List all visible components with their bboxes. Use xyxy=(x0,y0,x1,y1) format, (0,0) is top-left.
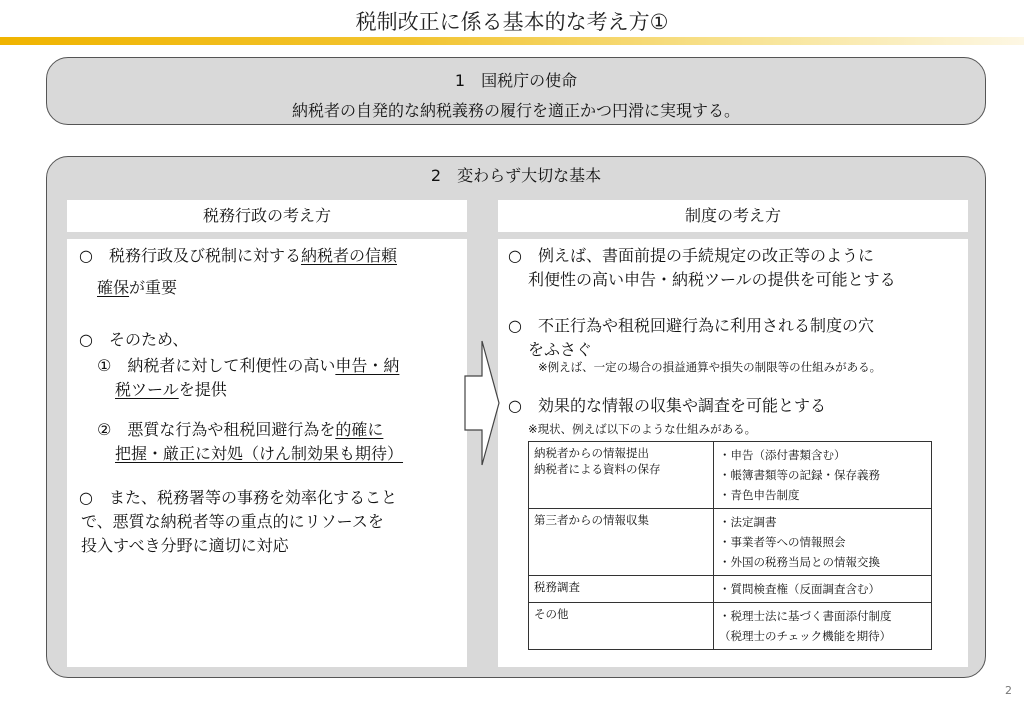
right-bullet-2-line-1: ○ 不正行為や租税回避行為に利用される制度の穴 xyxy=(508,316,874,335)
right-bullet-3-line-1: ○ 効果的な情報の収集や調査を可能とする xyxy=(508,396,826,415)
mission-box xyxy=(46,57,986,125)
table-key-line: 納税者による資料の保存 xyxy=(534,462,661,476)
table-value-cell xyxy=(714,509,932,576)
table-key-line: 納税者からの情報提出 xyxy=(534,446,649,460)
table-key-cell xyxy=(529,509,714,576)
table-key-cell xyxy=(529,603,714,650)
right-bullet-3-note: ※現状、例えば以下のような仕組みがある。 xyxy=(528,422,757,436)
underlined-text: 確保 xyxy=(97,278,130,297)
right-bullet-2-note: ※例えば、一定の場合の損益通算や損失の制限等の仕組みがある。 xyxy=(538,360,882,374)
underlined-text: 税ツール xyxy=(115,380,179,399)
underlined-text: 把握・厳正に対処（けん制効果も期待） xyxy=(115,444,404,463)
table-value-line: ・税理士法に基づく書面添付制度 xyxy=(719,609,892,623)
left-bullet-3-line-2: で、悪質な納税者等の重点的にリソースを xyxy=(81,512,384,531)
left-bullet-1-line-1 xyxy=(79,241,397,271)
table-value-line: ・外国の税務当局との情報交換 xyxy=(719,555,880,569)
table-key-line: 第三者からの情報収集 xyxy=(534,513,649,527)
left-bullet-3-line-3: 投入すべき分野に適切に対応 xyxy=(81,536,289,555)
basics-box xyxy=(46,156,986,678)
table-value-line: ・申告（添付書類含む） xyxy=(719,448,846,462)
page-number: 2 xyxy=(1005,684,1012,697)
basics-heading: 2 変わらず大切な基本 xyxy=(430,166,602,185)
text: ○ 税務行政及び税制に対する xyxy=(79,246,301,265)
left-column-header: 税務行政の考え方 xyxy=(67,200,467,232)
table-value-line: ・帳簿書類等の記録・保存義務 xyxy=(719,468,880,482)
text: ② 悪質な行為や租税回避行為を xyxy=(97,420,336,439)
table-key-line: 税務調査 xyxy=(534,580,580,594)
underlined-text: 的確に xyxy=(335,420,384,439)
table-value-line: ・青色申告制度 xyxy=(719,488,800,502)
table-value-line: （税理士のチェック機能を期待） xyxy=(719,629,892,643)
right-arrow-icon xyxy=(464,340,500,466)
right-bullet-1-line-1: ○ 例えば、書面前提の手続規定の改正等のように xyxy=(508,246,874,265)
slide-title: 税制改正に係る基本的な考え方① xyxy=(355,10,669,34)
left-bullet-2-item-1-line-2 xyxy=(115,375,227,405)
table-row xyxy=(529,576,932,603)
table-value-cell xyxy=(714,576,932,603)
underlined-text: 納税者の信頼 xyxy=(300,246,397,265)
right-bullet-2-line-2: をふさぐ xyxy=(528,340,593,359)
table-value-cell xyxy=(714,603,932,650)
left-bullet-1-line-2 xyxy=(97,273,177,303)
right-bullet-1-line-2: 利便性の高い申告・納税ツールの提供を可能とする xyxy=(528,270,896,289)
table-row xyxy=(529,509,932,576)
text: を提供 xyxy=(178,380,227,399)
left-bullet-2-title: ○ そのため、 xyxy=(79,330,189,349)
left-bullet-3-line-1: ○ また、税務署等の事務を効率化すること xyxy=(79,488,397,507)
table-row xyxy=(529,442,932,509)
table-key-cell xyxy=(529,442,714,509)
table-value-line: ・事業者等への情報照会 xyxy=(719,535,846,549)
table-value-line: ・質問検査権（反面調査含む） xyxy=(719,582,880,596)
text: が重要 xyxy=(129,278,178,297)
text: ① 納税者に対して利便性の高い xyxy=(97,356,336,375)
table-row xyxy=(529,603,932,650)
table-key-cell xyxy=(529,576,714,603)
mission-text: 納税者の自発的な納税義務の履行を適正かつ円滑に実現する。 xyxy=(291,101,740,120)
table-value-line: ・法定調書 xyxy=(719,515,777,529)
mission-heading: 1 国税庁の使命 xyxy=(454,71,578,90)
title-accent-bar xyxy=(0,37,1024,45)
mechanisms-table xyxy=(528,441,932,650)
right-column-header: 制度の考え方 xyxy=(498,200,968,232)
table-key-line: その他 xyxy=(534,607,569,621)
underlined-text: 申告・納 xyxy=(335,356,400,375)
right-panel xyxy=(498,239,968,667)
left-panel xyxy=(67,239,467,667)
left-bullet-2-item-2-line-2 xyxy=(115,439,403,469)
table-value-cell xyxy=(714,442,932,509)
